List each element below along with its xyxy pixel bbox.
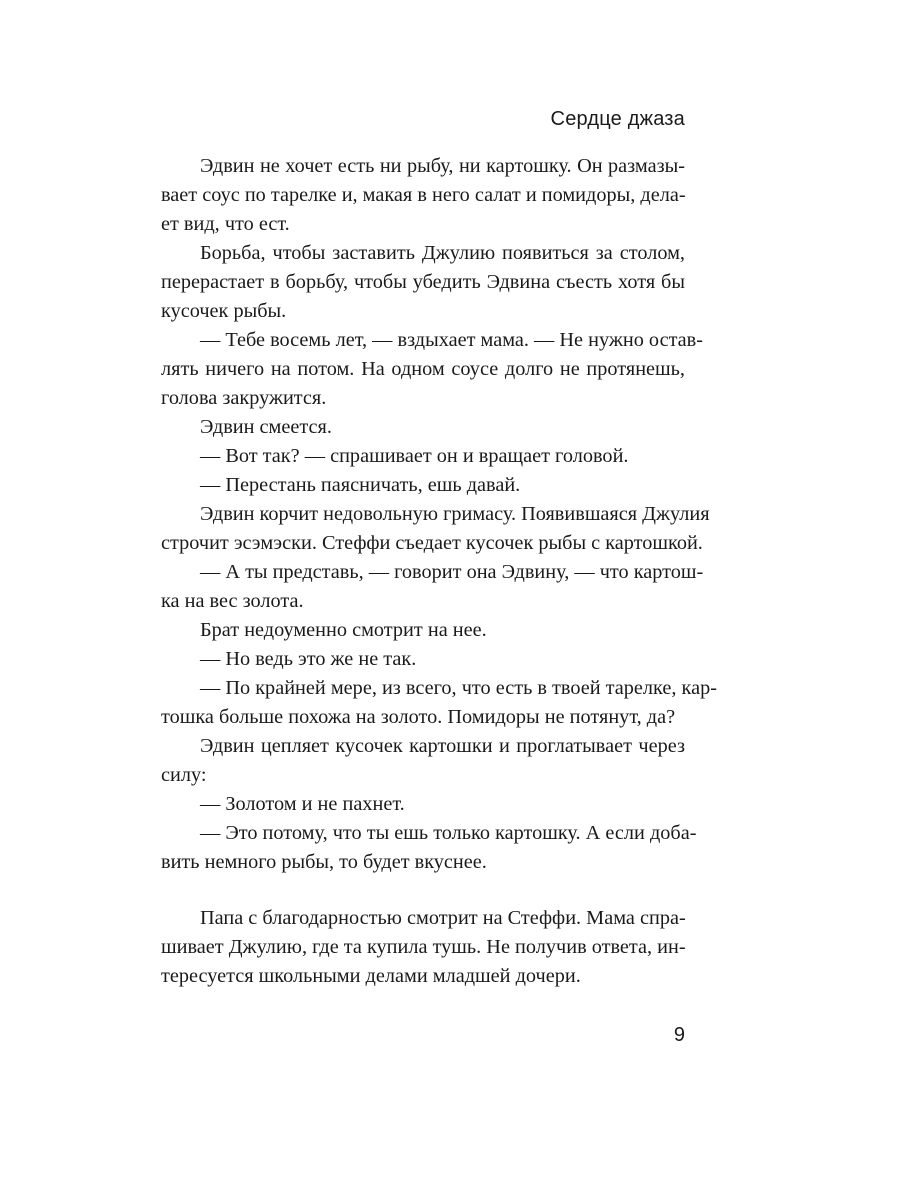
text-line: Брат недоуменно смотрит на нее. bbox=[200, 619, 487, 641]
text-line: — По крайней мере, из всего, что есть в твоей тарелке, кар- bbox=[200, 677, 717, 699]
text-line: строчит эсэмэски. Стеффи съедает кусочек рыбы с картошкой. bbox=[161, 532, 703, 554]
text-line: ет вид, что ест. bbox=[161, 213, 290, 235]
text-line: голова закружится. bbox=[161, 387, 327, 409]
text-line: Борьба, чтобы заставить Джулию появиться за столом, bbox=[200, 242, 685, 264]
text-line: Эдвин цепляет кусочек картошки и проглатывает через bbox=[200, 735, 685, 757]
body-text-section-1 bbox=[161, 152, 717, 877]
text-line: — Вот так? — спрашивает он и вращает головой. bbox=[200, 445, 629, 467]
text-line: тересуется школьными делами младшей дочери. bbox=[161, 965, 581, 987]
text-line: шивает Джулию, где та купила тушь. Не получив ответа, ин- bbox=[161, 936, 686, 958]
text-line: — Золотом и не пахнет. bbox=[200, 793, 405, 815]
text-line: силу: bbox=[161, 764, 207, 786]
text-line: Папа с благодарностью смотрит на Стеффи. Мама спра- bbox=[200, 907, 686, 929]
text-line: вить немного рыбы, то будет вкуснее. bbox=[161, 851, 487, 873]
body-text-section-2 bbox=[161, 904, 685, 991]
text-line: лять ничего на потом. На одном соусе долго не протянешь, bbox=[161, 358, 685, 380]
text-line: — Это потому, что ты ешь только картошку. А если доба- bbox=[200, 822, 697, 844]
text-line: — А ты представь, — говорит она Эдвину, — что картош- bbox=[200, 561, 704, 583]
text-line: — Тебе восемь лет, — вздыхает мама. — Не нужно остав- bbox=[200, 329, 704, 351]
page-number: 9 bbox=[673, 1024, 685, 1046]
running-header: Сердце джаза bbox=[550, 108, 685, 130]
text-line: тошка больше похожа на золото. Помидоры не потянут, да? bbox=[161, 706, 676, 728]
text-line: Эдвин не хочет есть ни рыбу, ни картошку. Он размазы- bbox=[200, 155, 685, 177]
text-line: Эдвин корчит недовольную гримасу. Появившаяся Джулия bbox=[200, 503, 710, 525]
text-line: ка на вес золота. bbox=[161, 590, 304, 612]
text-line: перерастает в борьбу, чтобы убедить Эдвина съесть хотя бы bbox=[161, 271, 685, 293]
text-line: кусочек рыбы. bbox=[161, 300, 287, 322]
text-line: вает соус по тарелке и, макая в него салат и помидоры, дела- bbox=[161, 184, 686, 206]
text-line: — Но ведь это же не так. bbox=[200, 648, 417, 670]
text-line: Эдвин смеется. bbox=[200, 416, 332, 438]
text-line: — Перестань паясничать, ешь давай. bbox=[200, 474, 521, 496]
